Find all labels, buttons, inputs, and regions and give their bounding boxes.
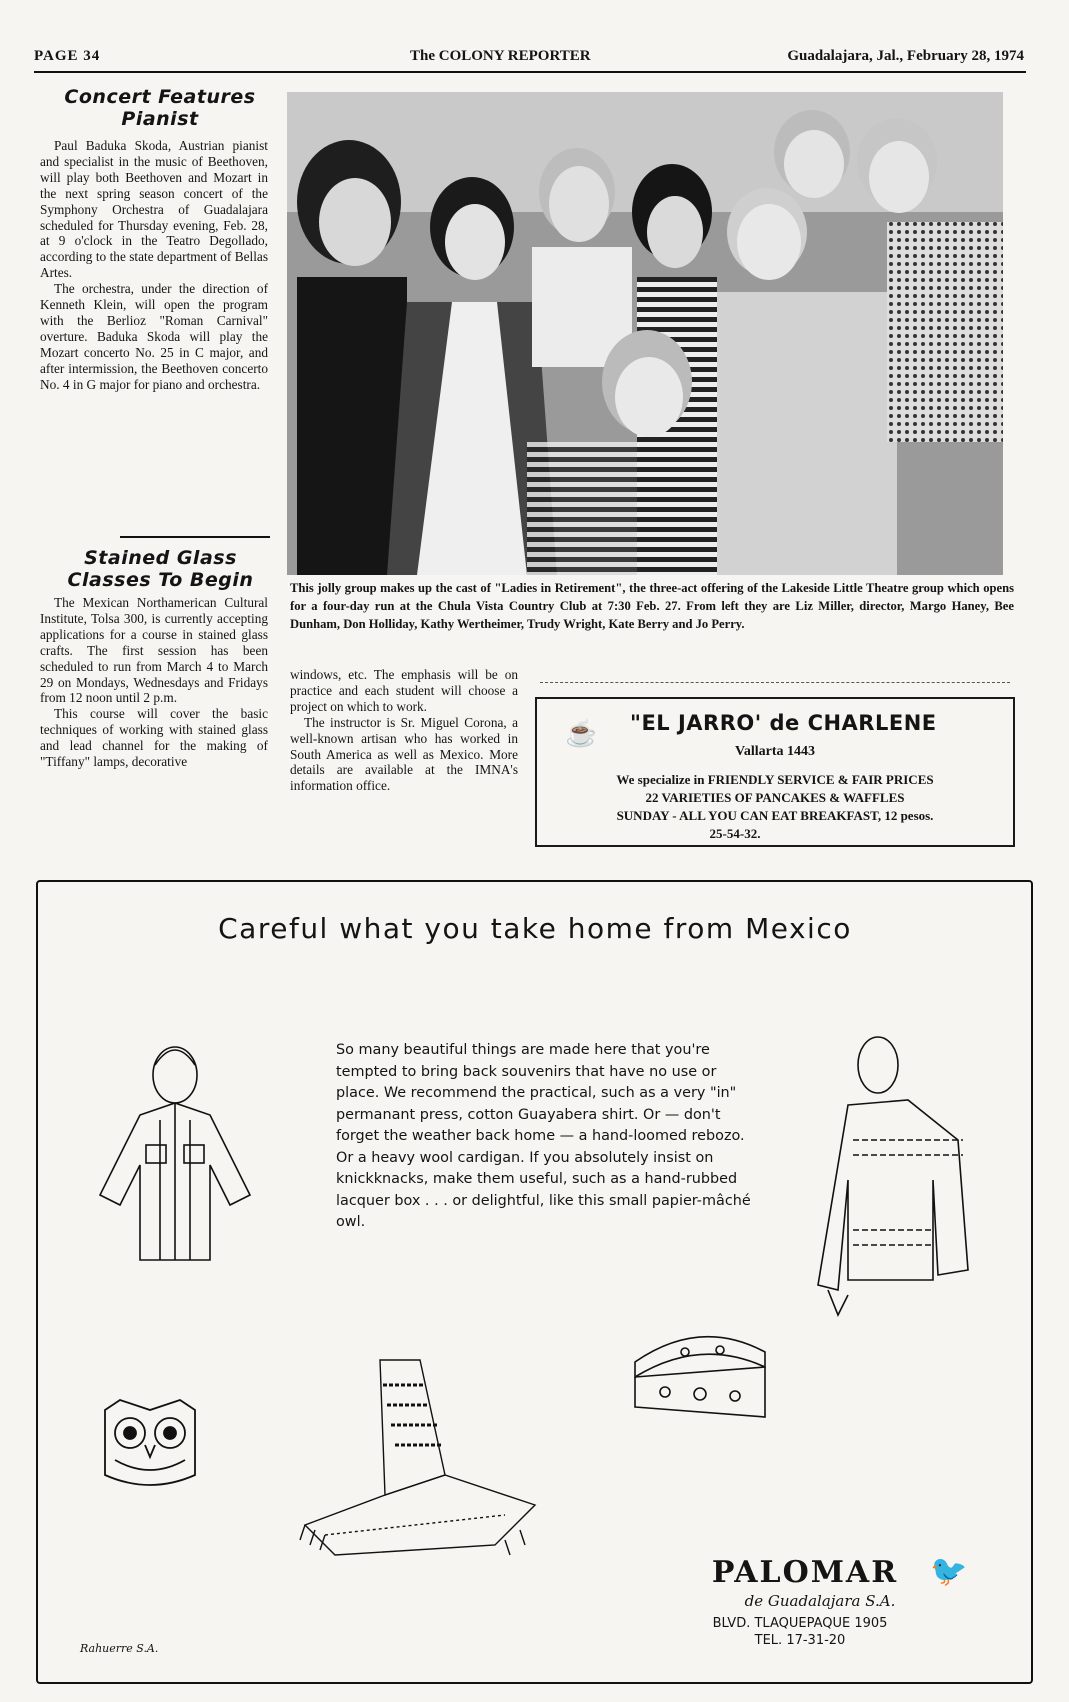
concert-article-body (40, 138, 268, 393)
stained-glass-headline: Stained Glass Classes To Begin (67, 547, 254, 591)
palomar-address: BLVD. TLAQUEPAQUE 1905 (712, 1616, 888, 1631)
cardigan-illustration (808, 1030, 978, 1320)
ad-line: We specialize in FRIENDLY SERVICE & FAIR PRICES (616, 772, 934, 787)
article-paragraph: The instructor is Sr. Miguel Corona, a well-known artisan who has worked in South America as well as Mexico. More details are available at the IMNA's information office. (290, 714, 518, 794)
palomar-address-block (700, 1615, 900, 1649)
article-paragraph: The Mexican Northamerican Cultural Institute, Tolsa 300, is currently accepting applications for a course in stained glass crafts. The first session has been scheduled to run from March 4 to March 29 on Mondays, Wednesdays and Fridays from 12 noon until 2 p.m. (40, 595, 268, 706)
palomar-logo: PALOMAR (711, 1555, 899, 1590)
dateline: Guadalajara, Jal., February 28, 1974 (787, 48, 1024, 64)
article-divider (120, 536, 270, 538)
masthead (34, 44, 1024, 70)
bird-icon: 🐦 (930, 1554, 968, 1589)
article-paragraph: The orchestra, under the direction of Kenneth Klein, will open the program with the Berlioz "Roman Carnival" overture. Baduka Skoda will play the Mozart concerto No. 25 in C major, and after intermission, the Beethoven concerto No. 4 in G major for piano and orchestra. (40, 281, 268, 392)
stained-glass-col1 (40, 595, 268, 770)
newspaper-name: The COLONY REPORTER (410, 48, 591, 64)
cast-photo (287, 92, 1003, 575)
owl-illustration (95, 1395, 205, 1495)
ad-line: SUNDAY - ALL YOU CAN EAT BREAKFAST, 12 pesos. (616, 808, 934, 823)
article-paragraph: windows, etc. The emphasis will be on practice and each student will choose a project on which to work. (290, 667, 518, 714)
jug-icon: ☕ (565, 719, 598, 749)
lacquer-box-illustration (625, 1322, 775, 1422)
ad-phone: 25-54-32. (709, 826, 761, 841)
masthead-rule (34, 71, 1026, 73)
article-paragraph: Paul Baduka Skoda, Austrian pianist and specialist in the music of Beethoven, will play both Beethoven and Mozart in the next spring season concert of the Symphony Orchestra of Guadalajara scheduled for Thursday evening, Feb. 28, at 9 o'clock in the Teatro Degollado, according to the state department of Bellas Artes. (40, 138, 268, 281)
el-jarro-ad (535, 697, 1015, 847)
ad-line: 22 VARIETIES OF PANCAKES & WAFFLES (645, 790, 905, 805)
palomar-ad-title: Careful what you take home from Mexico (218, 912, 852, 945)
palomar-phone: TEL. 17-31-20 (754, 1633, 846, 1648)
restaurant-name: "EL JARRO' de CHARLENE (630, 711, 937, 735)
photo-caption: This jolly group makes up the cast of "Ladies in Retirement", the three-act offering of the Lakeside Little Theatre group which opens for a four-day run at the Chula Vista Country Club at 7:30 Feb. 27. From left they are Liz Miller, director, Margo Haney, Bee Dunham, Don Holliday, Kathy Wertheimer, Trudy Wright, Kate Berry and Jo Perry. (290, 581, 1014, 631)
rebozo-illustration (295, 1355, 555, 1565)
restaurant-address: Vallarta 1443 (735, 744, 815, 759)
artist-signature: Rahuerre S.A. (80, 1642, 159, 1655)
article-paragraph: This course will cover the basic techniques of working with stained glass and lead channel for the making of "Tiffany" lamps, decorative (40, 706, 268, 770)
palomar-ad-body: So many beautiful things are made here that you're tempted to bring back souvenirs that have no use or place. We recommend the practical, such as a very "in" permanant press, cotton Guayabera shirt. Or — don't forget the weather back home — a hand-loomed rebozo. Or a heavy wool cardigan. If you absolutely insist on knickknacks, make them useful, such as a hand-rubbed lacquer box . . . or delightful, like this small papier-mâché owl. (336, 1042, 751, 1230)
page-number: PAGE 34 (34, 48, 101, 64)
palomar-logo-subtitle: de Guadalajara S.A. (744, 1592, 896, 1610)
stained-glass-col2 (290, 667, 518, 794)
ad-separator (540, 682, 1010, 683)
guayabera-shirt-illustration (80, 1035, 270, 1265)
concert-headline: Concert Features Pianist (64, 86, 256, 130)
